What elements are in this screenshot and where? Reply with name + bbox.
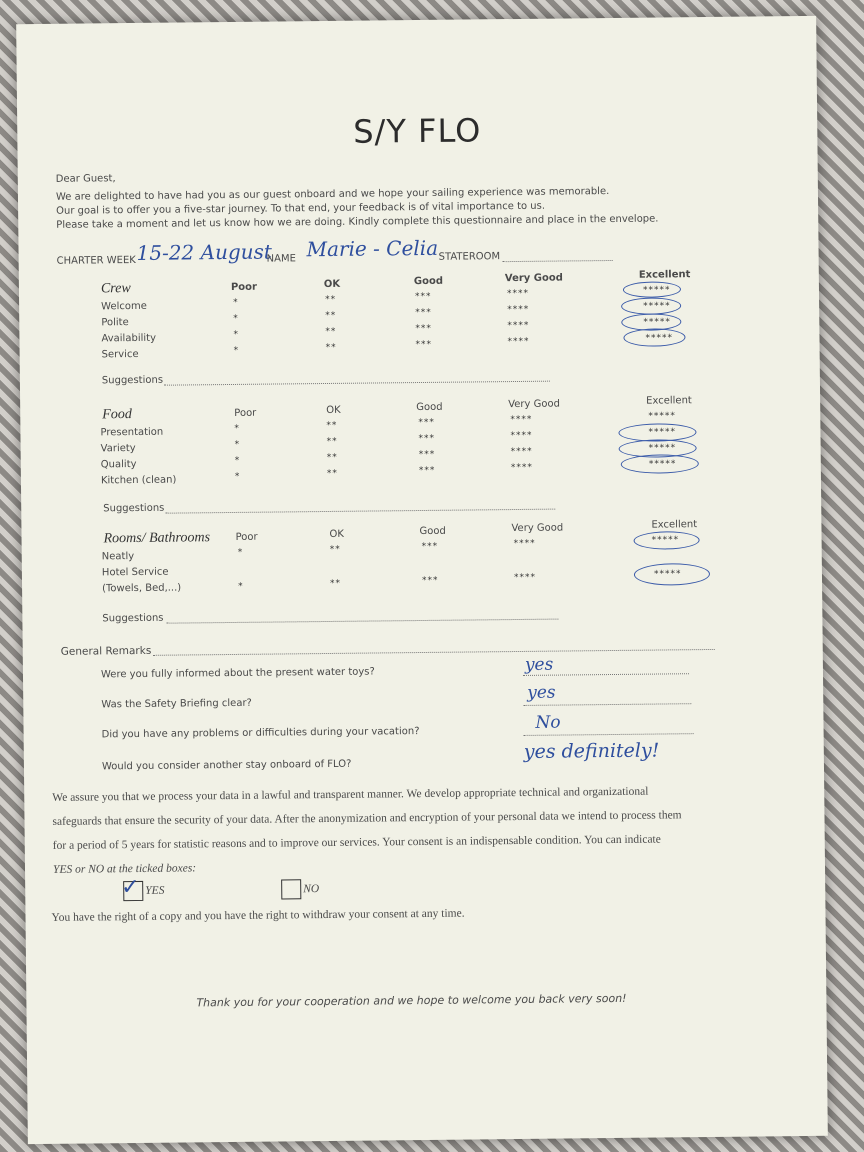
rooms-service-excellent-circle: [634, 563, 710, 586]
food-variety-ok[interactable]: **: [326, 436, 338, 447]
food-header-good: Good: [416, 401, 443, 414]
consent-line-2: safeguards that ensure the security of your data. After the anonymization and encryption of your personal data we intend to process them: [52, 809, 682, 828]
food-kitchen-good[interactable]: ***: [418, 465, 436, 477]
food-quality-good[interactable]: ***: [418, 449, 436, 461]
rooms-suggestions-label: Suggestions: [102, 612, 164, 625]
rooms-neatly-poor[interactable]: *: [237, 547, 244, 558]
food-suggestions-label: Suggestions: [103, 502, 165, 515]
rooms-neatly-excellent-circle: [634, 531, 700, 550]
consent-line-4: YES or NO at the ticked boxes:: [52, 862, 197, 876]
food-kitchen-very-good[interactable]: ****: [510, 462, 533, 474]
rooms-header-excellent: Excellent: [651, 519, 698, 531]
rooms-header-very-good: Very Good: [511, 522, 564, 535]
food-variety-excellent[interactable]: *****: [648, 427, 677, 438]
rooms-service-good[interactable]: ***: [421, 575, 439, 586]
food-presentation-good[interactable]: ***: [418, 417, 435, 429]
crew-service-very-good[interactable]: ****: [507, 336, 530, 348]
food-variety-good[interactable]: ***: [418, 433, 436, 445]
food-header-very-good: Very Good: [508, 398, 560, 411]
yes-label: YES: [145, 884, 165, 897]
answer-safety-briefing-line: [523, 703, 691, 706]
stateroom-line[interactable]: [503, 260, 613, 262]
charter-week-label: CHARTER WEEK: [56, 254, 136, 267]
rooms-neatly-ok[interactable]: **: [329, 544, 341, 555]
rooms-item-towels: (Towels, Bed,...): [102, 582, 182, 595]
crew-suggestions-line[interactable]: [164, 381, 550, 386]
food-item-variety: Variety: [100, 442, 136, 455]
rooms-header-good: Good: [419, 525, 446, 538]
crew-availability-ok[interactable]: **: [325, 326, 337, 337]
crew-item-availability: Availability: [101, 332, 157, 345]
crew-suggestions-label: Suggestions: [101, 374, 164, 387]
crew-availability-poor[interactable]: *: [233, 329, 239, 340]
stateroom-label: STATEROOM: [438, 251, 501, 263]
crew-service-excellent-circle: [623, 328, 685, 347]
rooms-header-poor: Poor: [235, 531, 258, 543]
closing-text: Thank you for your cooperation and we hope to welcome you back very soon!: [196, 991, 627, 1010]
yes-checkmark: ✓: [121, 874, 140, 901]
rooms-item-hotel-service: Hotel Service: [101, 566, 169, 579]
crew-availability-very-good[interactable]: ****: [507, 320, 530, 332]
no-checkbox[interactable]: [281, 879, 301, 899]
food-header-excellent: Excellent: [646, 395, 692, 407]
crew-polite-very-good[interactable]: ****: [507, 304, 530, 316]
crew-welcome-very-good[interactable]: ****: [506, 288, 530, 300]
food-presentation-poor[interactable]: *: [234, 423, 240, 434]
rooms-service-poor[interactable]: *: [238, 581, 244, 592]
document-title: S/Y FLO: [353, 111, 482, 151]
food-quality-very-good[interactable]: ****: [510, 446, 533, 458]
food-quality-excellent[interactable]: *****: [648, 443, 677, 454]
answer-problems[interactable]: No: [535, 712, 561, 733]
food-presentation-ok[interactable]: **: [326, 420, 338, 431]
crew-service-good[interactable]: ***: [415, 339, 433, 351]
rooms-neatly-very-good[interactable]: ****: [513, 538, 536, 550]
food-kitchen-poor[interactable]: *: [234, 471, 241, 482]
crew-header-ok: OK: [323, 278, 341, 291]
rooms-section-title: Rooms/ Bathrooms: [103, 530, 211, 547]
rooms-neatly-good[interactable]: ***: [421, 541, 439, 553]
crew-welcome-poor[interactable]: *: [233, 297, 239, 308]
questionnaire-sheet: [16, 16, 828, 1144]
food-presentation-very-good[interactable]: ****: [510, 414, 533, 426]
rooms-header-ok: OK: [329, 528, 345, 540]
rooms-service-excellent[interactable]: *****: [653, 569, 682, 580]
general-remarks-label: General Remarks: [60, 644, 152, 658]
crew-item-polite: Polite: [101, 317, 129, 329]
rooms-suggestions-line[interactable]: [166, 619, 558, 624]
rooms-item-neatly: Neatly: [101, 551, 135, 563]
general-remarks-line[interactable]: [153, 649, 715, 656]
intro-line-1: We are delighted to have had you as our guest onboard and we hope your sailing experience was memorable.: [55, 186, 610, 203]
greeting: Dear Guest,: [55, 173, 116, 185]
charter-week-value[interactable]: 15-22 August: [136, 239, 273, 265]
food-item-quality: Quality: [100, 458, 137, 471]
answer-another-stay[interactable]: yes definitely!: [523, 739, 660, 763]
rooms-service-ok[interactable]: **: [329, 578, 342, 589]
crew-availability-excellent[interactable]: *****: [643, 317, 671, 328]
food-presentation-excellent[interactable]: *****: [648, 411, 676, 422]
name-value[interactable]: Marie - Celia: [306, 235, 439, 262]
crew-service-ok[interactable]: **: [325, 342, 337, 353]
food-section-title: Food: [102, 407, 132, 423]
answer-safety-briefing[interactable]: yes: [527, 682, 556, 703]
intro-line-2: Our goal is to offer you a five-star journey. To that end, your feedback is of vital importance to us.: [56, 200, 546, 217]
question-another-stay: Would you consider another stay onboard of FLO?: [101, 758, 352, 773]
crew-header-good: Good: [413, 275, 444, 288]
rights-text: You have the right of a copy and you have the right to withdraw your consent at any time.: [51, 907, 465, 924]
question-problems: Did you have any problems or difficulties during your vacation?: [101, 726, 420, 741]
crew-header-very-good: Very Good: [504, 272, 563, 285]
crew-welcome-excellent[interactable]: *****: [642, 285, 671, 296]
crew-availability-good[interactable]: ***: [415, 323, 432, 335]
crew-item-welcome: Welcome: [101, 300, 147, 313]
answer-problems-line: [524, 733, 694, 736]
food-variety-poor[interactable]: *: [234, 439, 241, 450]
crew-welcome-excellent-circle: [623, 281, 681, 298]
crew-section-title: Crew: [100, 281, 131, 297]
crew-service-excellent[interactable]: *****: [645, 333, 674, 344]
food-kitchen-excellent-circle: [621, 454, 699, 474]
no-label: NO: [303, 883, 320, 896]
rooms-neatly-excellent[interactable]: *****: [651, 535, 680, 546]
crew-polite-excellent[interactable]: *****: [643, 301, 671, 312]
food-kitchen-ok[interactable]: **: [326, 468, 338, 479]
crew-welcome-good[interactable]: ***: [414, 291, 432, 303]
consent-line-3: for a period of 5 years for statistic reasons and to improve our services. Your consent is an indispensable condition. You can indicate: [52, 833, 661, 852]
crew-welcome-ok[interactable]: **: [325, 294, 337, 305]
name-label: NAME: [266, 253, 296, 265]
crew-header-poor: Poor: [230, 281, 257, 293]
consent-line-1: We assure you that we process your data in a lawful and transparent manner. We develop appropriate technical and organizational: [52, 785, 649, 804]
crew-polite-good[interactable]: ***: [415, 307, 432, 319]
food-item-kitchen: Kitchen (clean): [100, 474, 177, 487]
answer-water-toys[interactable]: yes: [524, 654, 554, 675]
food-suggestions-line[interactable]: [165, 509, 555, 514]
food-header-ok: OK: [326, 404, 341, 416]
crew-polite-ok[interactable]: **: [325, 310, 337, 321]
crew-header-excellent: Excellent: [638, 269, 691, 281]
question-water-toys: Were you fully informed about the present water toys?: [100, 666, 375, 681]
rooms-service-very-good[interactable]: ****: [513, 572, 537, 584]
food-variety-very-good[interactable]: ****: [510, 430, 533, 442]
food-kitchen-excellent[interactable]: *****: [648, 459, 677, 470]
food-header-poor: Poor: [234, 407, 257, 419]
food-quality-ok[interactable]: **: [326, 452, 338, 463]
food-quality-poor[interactable]: *: [234, 455, 241, 466]
crew-item-service: Service: [101, 348, 139, 361]
crew-polite-poor[interactable]: *: [233, 313, 239, 324]
intro-line-3: Please take a moment and let us know how we are doing. Kindly complete this questionnaire and place in the envelope.: [56, 213, 659, 231]
crew-polite-excellent-circle: [621, 297, 681, 315]
crew-service-poor[interactable]: *: [233, 345, 240, 356]
question-safety-briefing: Was the Safety Briefing clear?: [101, 697, 252, 711]
food-item-presentation: Presentation: [100, 426, 164, 439]
